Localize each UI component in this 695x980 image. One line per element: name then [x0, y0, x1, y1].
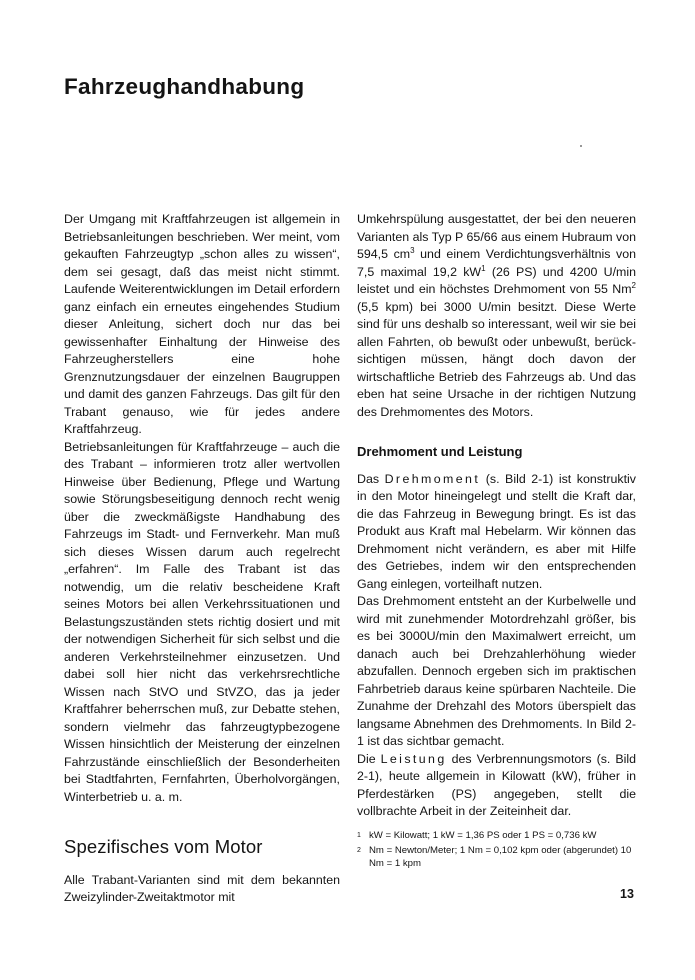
body-paragraph [357, 211, 636, 421]
page-number: 13 [620, 887, 634, 901]
sub-heading: Drehmoment und Leistung [357, 444, 523, 459]
footnote [357, 844, 637, 870]
scan-speck [580, 145, 582, 147]
body-paragraph: Alle Trabant-Varianten sind mit dem bekannten Zweizylinder-Zweitaktmotor mit [64, 872, 340, 904]
footnote [357, 829, 637, 842]
footnote-mark: 1 [357, 832, 361, 839]
body-paragraph [357, 751, 636, 821]
page-title: Fahrzeughandhabung [64, 74, 305, 99]
spaced-term: Leistung [380, 751, 447, 766]
text-run: Das [357, 471, 385, 486]
footnote-text: kW = Kilowatt; 1 kW = 1,36 PS oder 1 PS = 0,736 kW [369, 830, 597, 841]
body-paragraph: Betriebsanleitungen für Kraftfahrzeuge – auch die des Trabant – informieren trotz aller wertvollen Hinweise über Bedienung, Pflege und Wartung sowie Störungsbeseitigung dennoch recht wenig über die zweckmäßigste Handhabung des Fahrzeugs im Stadt- und Fernverkehr. Man muß sich dieses Wissen darum auch regelrecht „erfahren“. Im Falle des Trabant ist das notwendig, um die relativ bescheidene Kraft seines Motors bei allen Verkehrssituationen und Belastungszuständen stets richtig dosiert und mit der notwendigen Sicherheit für sich selbst und die anderen Verkehrsteilnehmer einzusetzen. Und dabei soll hier nicht das verkehrsrechtliche Wissen nach StVO und StVZO, das ja jeder Kraftfahrer beherrschen muß, zur Debatte stehen, sondern vielmehr das fahrzeugtypbezogene Wissen hinsichtlich der Meisterung der einzelnen Fahrzustände einschließlich der Besonderheiten bei Stadtfahrten, Fernfahrten, Überholvorgängen, Winterbetrieb u. a. m. [64, 439, 340, 804]
right-column [357, 211, 636, 821]
footnote-mark: 2 [357, 847, 361, 854]
text-run: des Verbrennungsmotors (s. Bild 2-1), heute allgemein in Kilowatt (kW), früher in Pferdestärken (PS) angegeben, stellt die vollbrachte Arbeit in der Zeiteinheit dar. [357, 751, 636, 818]
body-paragraph: Der Umgang mit Kraftfahrzeugen ist allgemein in Betriebsanleitungen beschrieben. Wer meint, vom gekauften Fahrzeugtyp „schon alles zu wissen“, dem sei gesagt, daß das meist nicht stimmt. Laufende Weiterentwicklungen im Detail erfordern ganz einfach ein erneutes eingehendes Studium dieser Anleitung, sichert doch nur das bei gewissenhafter Einhaltung der Hinweise des Fahrzeugherstellers eine hohe Grenznutzungsdauer der einzelnen Baugruppen und damit des ganzen Fahrzeugs. Das gilt für den Trabant genauso, wie für jedes andere Kraftfahrzeug. [64, 212, 340, 436]
text-run: und einem Verdichtungsverhältnis von 7,5 maximal 19,2 kW [357, 247, 637, 279]
text-run: Die [357, 751, 381, 766]
text-run: (26 PS) und 4200 U/min leistet und ein höchstes Drehmoment von 55 Nm [357, 264, 637, 296]
left-column [64, 211, 340, 907]
text-run: (5,5 kpm) bei 3000 U/min besitzt. Diese Werte sind für uns deshalb so interessant, weil wir sie bei allen Fahrten, ob bewußt oder unbewußt, berücksichtigen müssen, hängt doch davon der wirtschaftliche Betrieb des Fahrzeugs ab. Und das eben hat seine Ursache in der richtigen Nutzung des Drehmomentes des Motors. [357, 299, 636, 419]
footnote-ref: 2 [631, 281, 636, 290]
body-paragraph [357, 471, 636, 594]
text-run: Umkehrspülung ausgestattet, der bei den neueren Varianten als Typ P 65/66 aus einem Hubraum von 594,5 cm [357, 212, 636, 261]
footnote-ref: 1 [481, 263, 486, 273]
footnotes [357, 829, 637, 872]
superscript: 3 [410, 246, 415, 255]
section-heading: Spezifisches vom Motor [64, 836, 263, 857]
body-paragraph: Das Drehmoment entsteht an der Kurbelwelle und wird mit zunehmender Motordrehzahl größer, bis es bei 3000U/min den Maximalwert erreicht, um danach auch bei Drehzahlerhöhung wieder abzufallen. Dennoch ergeben sich im praktischen Fahrbetrieb daraus keine spürbaren Nachteile. Die Zunahme der Drehzahl des Motors überspielt das langsame Abnehmen des Drehmoments. In Bild 2-1 ist das sichtbar gemacht. [357, 594, 636, 748]
text-run: (s. Bild 2-1) ist konstruktiv in den Motor hineingelegt und stellt die Kraft dar, die das Fahrzeug in Bewegung bringt. Es ist das Produkt aus Kraft mal Hebelarm. Wir können das Drehmoment nicht verändern, es aber mit Hilfe des Getriebes, indem wir den entsprechenden Gang einlegen, vorteilhaft nutzen. [357, 471, 636, 591]
spaced-term: Drehmoment [384, 471, 481, 486]
footnote-text: Nm = Newton/Meter; 1 Nm = 0,102 kpm oder (abgerundet) 10 Nm = 1 kpm [369, 845, 632, 869]
